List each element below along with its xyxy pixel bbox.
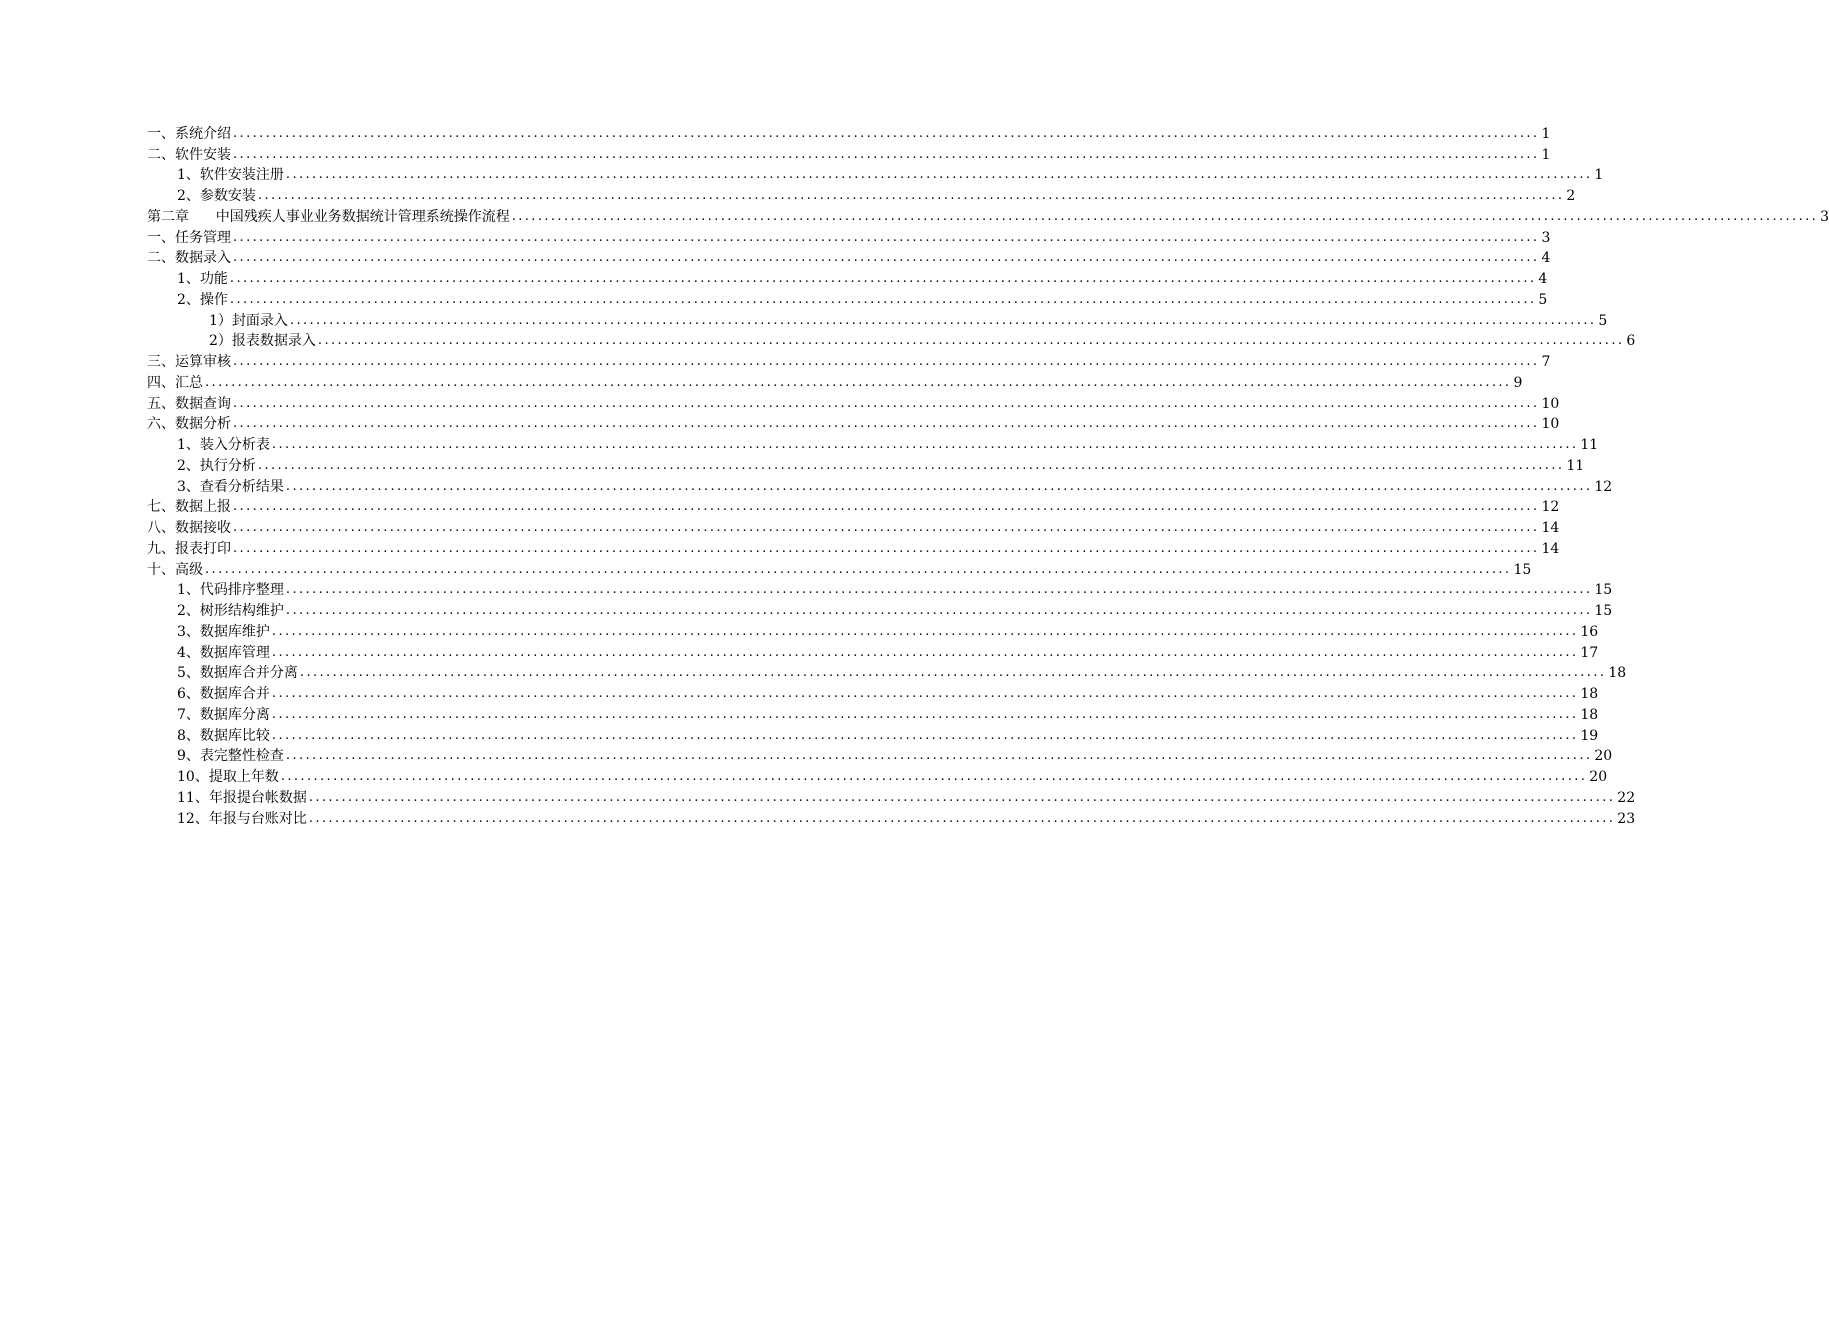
toc-entry-page-number: 1 [1541,125,1551,142]
toc-dot-leader: ........................................................................................................................................................................................................ [229,271,1537,286]
toc-entry[interactable] [147,165,1604,186]
table-of-contents [147,123,1829,829]
toc-dot-leader: ........................................................................................................................................................................................................ [229,291,1537,307]
toc-entry[interactable] [147,808,1636,829]
toc-entry-page-number: 15 [1594,582,1613,599]
toc-entry-title: 11、年报提台帐数据 [177,789,307,806]
toc-entry[interactable] [147,663,1627,684]
toc-entry-page-number: 10 [1541,416,1560,433]
toc-entry-page-number: 19 [1580,727,1599,744]
toc-entry[interactable] [147,725,1599,746]
toc-entry[interactable] [147,248,1551,269]
toc-dot-leader: ........................................................................................................................................................................................................ [511,208,1819,224]
toc-dot-leader: ........................................................................................................................................................................................................ [285,603,1593,618]
toc-dot-leader: ........................................................................................................................................................................................................ [271,686,1579,701]
toc-entry[interactable] [147,497,1560,518]
toc-entry-page-number: 1 [1594,167,1604,184]
toc-entry-title: 1、软件安装注册 [177,167,284,184]
toc-entry-page-number: 6 [1626,333,1636,350]
toc-entry-title: 2、执行分析 [177,457,256,474]
toc-entry-page-number: 23 [1617,810,1636,827]
toc-entry-title: 1、装入分析表 [177,437,270,453]
toc-entry-title: 9、表完整性检查 [177,748,284,765]
toc-entry-title: 3、数据库维护 [177,623,270,640]
toc-entry-page-number: 7 [1541,354,1551,370]
toc-entry-title: 12、年报与台账对比 [177,810,307,827]
toc-entry-title: 五、数据查询 [147,395,231,412]
toc-dot-leader: ........................................................................................................................................................................................................ [285,748,1593,764]
toc-entry-page-number: 9 [1513,374,1523,391]
toc-entry[interactable] [147,268,1548,289]
toc-entry-page-number: 20 [1589,769,1608,785]
toc-entry-page-number: 10 [1541,395,1560,412]
toc-entry[interactable] [147,600,1613,621]
toc-entry-page-number: 18 [1580,706,1599,723]
toc-entry-page-number: 14 [1541,540,1560,557]
toc-dot-leader: ........................................................................................................................................................................................................ [285,167,1593,183]
toc-entry-title: 十、高级 [147,561,203,578]
toc-entry-title: 八、数据接收 [147,520,231,536]
toc-entry[interactable] [147,331,1636,352]
toc-dot-leader: ........................................................................................................................................................................................................ [299,665,1607,681]
toc-dot-leader: ........................................................................................................................................................................................................ [308,810,1616,826]
toc-entry-page-number: 3 [1820,208,1829,225]
toc-entry-title: 第二章 中国残疾人事业业务数据统计管理系统操作流程 [147,208,510,225]
toc-entry[interactable] [147,414,1560,435]
toc-entry-title: 一、任务管理 [147,229,231,246]
toc-entry[interactable] [147,559,1532,580]
toc-entry-title: 2）报表数据录入 [209,333,316,350]
toc-entry[interactable] [147,289,1548,310]
toc-entry-page-number: 3 [1541,229,1551,246]
toc-dot-leader: ........................................................................................................................................................................................................ [271,644,1579,660]
toc-dot-leader: ........................................................................................................................................................................................................ [271,727,1579,743]
toc-entry[interactable] [147,766,1608,787]
toc-entry-title: 6、数据库合并 [177,686,270,702]
toc-dot-leader: ........................................................................................................................................................................................................ [233,416,1540,432]
toc-dot-leader: ........................................................................................................................................................................................................ [285,478,1593,494]
toc-dot-leader: ........................................................................................................................................................................................................ [233,229,1540,245]
toc-entry-page-number: 12 [1594,478,1613,495]
toc-entry-title: 1、功能 [177,271,228,287]
toc-entry[interactable] [147,538,1560,559]
toc-entry[interactable] [147,642,1599,663]
toc-dot-leader: ........................................................................................................................................................................................................ [233,125,1540,141]
toc-entry[interactable] [147,517,1560,538]
toc-entry-title: 九、报表打印 [147,540,231,557]
toc-entry[interactable] [147,393,1560,414]
toc-dot-leader: ........................................................................................................................................................................................................ [233,499,1540,515]
toc-entry-page-number: 2 [1566,188,1576,204]
toc-entry-page-number: 16 [1580,623,1599,640]
toc-entry-title: 三、运算审核 [147,354,231,370]
toc-entry[interactable] [147,185,1576,206]
toc-entry-page-number: 22 [1617,789,1636,806]
toc-entry[interactable] [147,227,1551,248]
toc-entry[interactable] [147,123,1551,144]
toc-entry-title: 二、软件安装 [147,146,231,163]
toc-entry-title: 2、操作 [177,291,228,308]
toc-dot-leader: ........................................................................................................................................................................................................ [233,146,1540,162]
toc-dot-leader: ........................................................................................................................................................................................................ [289,312,1597,328]
toc-dot-leader: ........................................................................................................................................................................................................ [233,395,1540,411]
toc-entry-title: 七、数据上报 [147,499,231,516]
toc-entry[interactable] [147,351,1551,372]
toc-entry-title: 4、数据库管理 [177,644,270,661]
toc-dot-leader: ........................................................................................................................................................................................................ [285,582,1593,598]
toc-entry-title: 2、树形结构维护 [177,603,284,619]
toc-entry[interactable] [147,434,1599,455]
toc-dot-leader: ........................................................................................................................................................................................................ [257,457,1565,473]
toc-entry[interactable] [147,746,1613,767]
toc-entry[interactable] [147,206,1829,227]
toc-entry-title: 四、汇总 [147,374,203,391]
toc-dot-leader: ........................................................................................................................................................................................................ [257,188,1565,203]
toc-entry[interactable] [147,476,1613,497]
toc-entry-page-number: 11 [1566,457,1585,474]
toc-entry-page-number: 17 [1580,644,1599,661]
toc-entry-page-number: 5 [1538,291,1548,308]
toc-entry-title: 7、数据库分离 [177,706,270,723]
toc-dot-leader: ........................................................................................................................................................................................................ [271,437,1579,452]
toc-entry-page-number: 4 [1538,271,1548,287]
toc-entry-page-number: 18 [1608,665,1627,682]
toc-entry-title: 3、查看分析结果 [177,478,284,495]
toc-entry[interactable] [147,372,1523,393]
toc-dot-leader: ........................................................................................................................................................................................................ [308,789,1616,805]
toc-dot-leader: ........................................................................................................................................................................................................ [233,250,1540,266]
toc-dot-leader: ........................................................................................................................................................................................................ [317,333,1625,349]
toc-entry[interactable] [147,621,1599,642]
toc-entry-title: 5、数据库合并分离 [177,665,298,682]
toc-entry-title: 二、数据录入 [147,250,231,267]
toc-entry-page-number: 11 [1580,437,1599,453]
toc-entry-page-number: 18 [1580,686,1599,702]
toc-entry-title: 六、数据分析 [147,416,231,433]
toc-dot-leader: ........................................................................................................................................................................................................ [233,354,1540,369]
toc-dot-leader: ........................................................................................................................................................................................................ [271,623,1579,639]
toc-entry[interactable] [147,310,1608,331]
toc-entry-page-number: 4 [1541,250,1551,267]
toc-dot-leader: ........................................................................................................................................................................................................ [205,561,1512,577]
toc-entry[interactable] [147,144,1551,165]
toc-entry-title: 10、提取上年数 [177,769,279,785]
toc-entry-title: 1）封面录入 [209,312,288,329]
toc-entry-page-number: 20 [1594,748,1613,765]
toc-entry-title: 1、代码排序整理 [177,582,284,599]
toc-dot-leader: ........................................................................................................................................................................................................ [280,769,1588,784]
toc-entry-title: 2、参数安装 [177,188,256,204]
toc-entry[interactable] [147,683,1599,704]
toc-dot-leader: ........................................................................................................................................................................................................ [205,374,1512,390]
toc-entry-page-number: 1 [1541,146,1551,163]
toc-dot-leader: ........................................................................................................................................................................................................ [271,706,1579,722]
toc-entry[interactable] [147,580,1613,601]
toc-entry-title: 8、数据库比较 [177,727,270,744]
toc-entry-page-number: 12 [1541,499,1560,516]
toc-entry-page-number: 14 [1541,520,1560,536]
toc-dot-leader: ........................................................................................................................................................................................................ [233,540,1540,556]
toc-entry[interactable] [147,704,1599,725]
toc-entry-page-number: 15 [1513,561,1532,578]
toc-entry[interactable] [147,455,1585,476]
toc-entry-page-number: 15 [1594,603,1613,619]
toc-entry[interactable] [147,787,1636,808]
toc-entry-title: 一、系统介绍 [147,125,231,142]
toc-dot-leader: ........................................................................................................................................................................................................ [233,520,1540,535]
toc-entry-page-number: 5 [1598,312,1608,329]
